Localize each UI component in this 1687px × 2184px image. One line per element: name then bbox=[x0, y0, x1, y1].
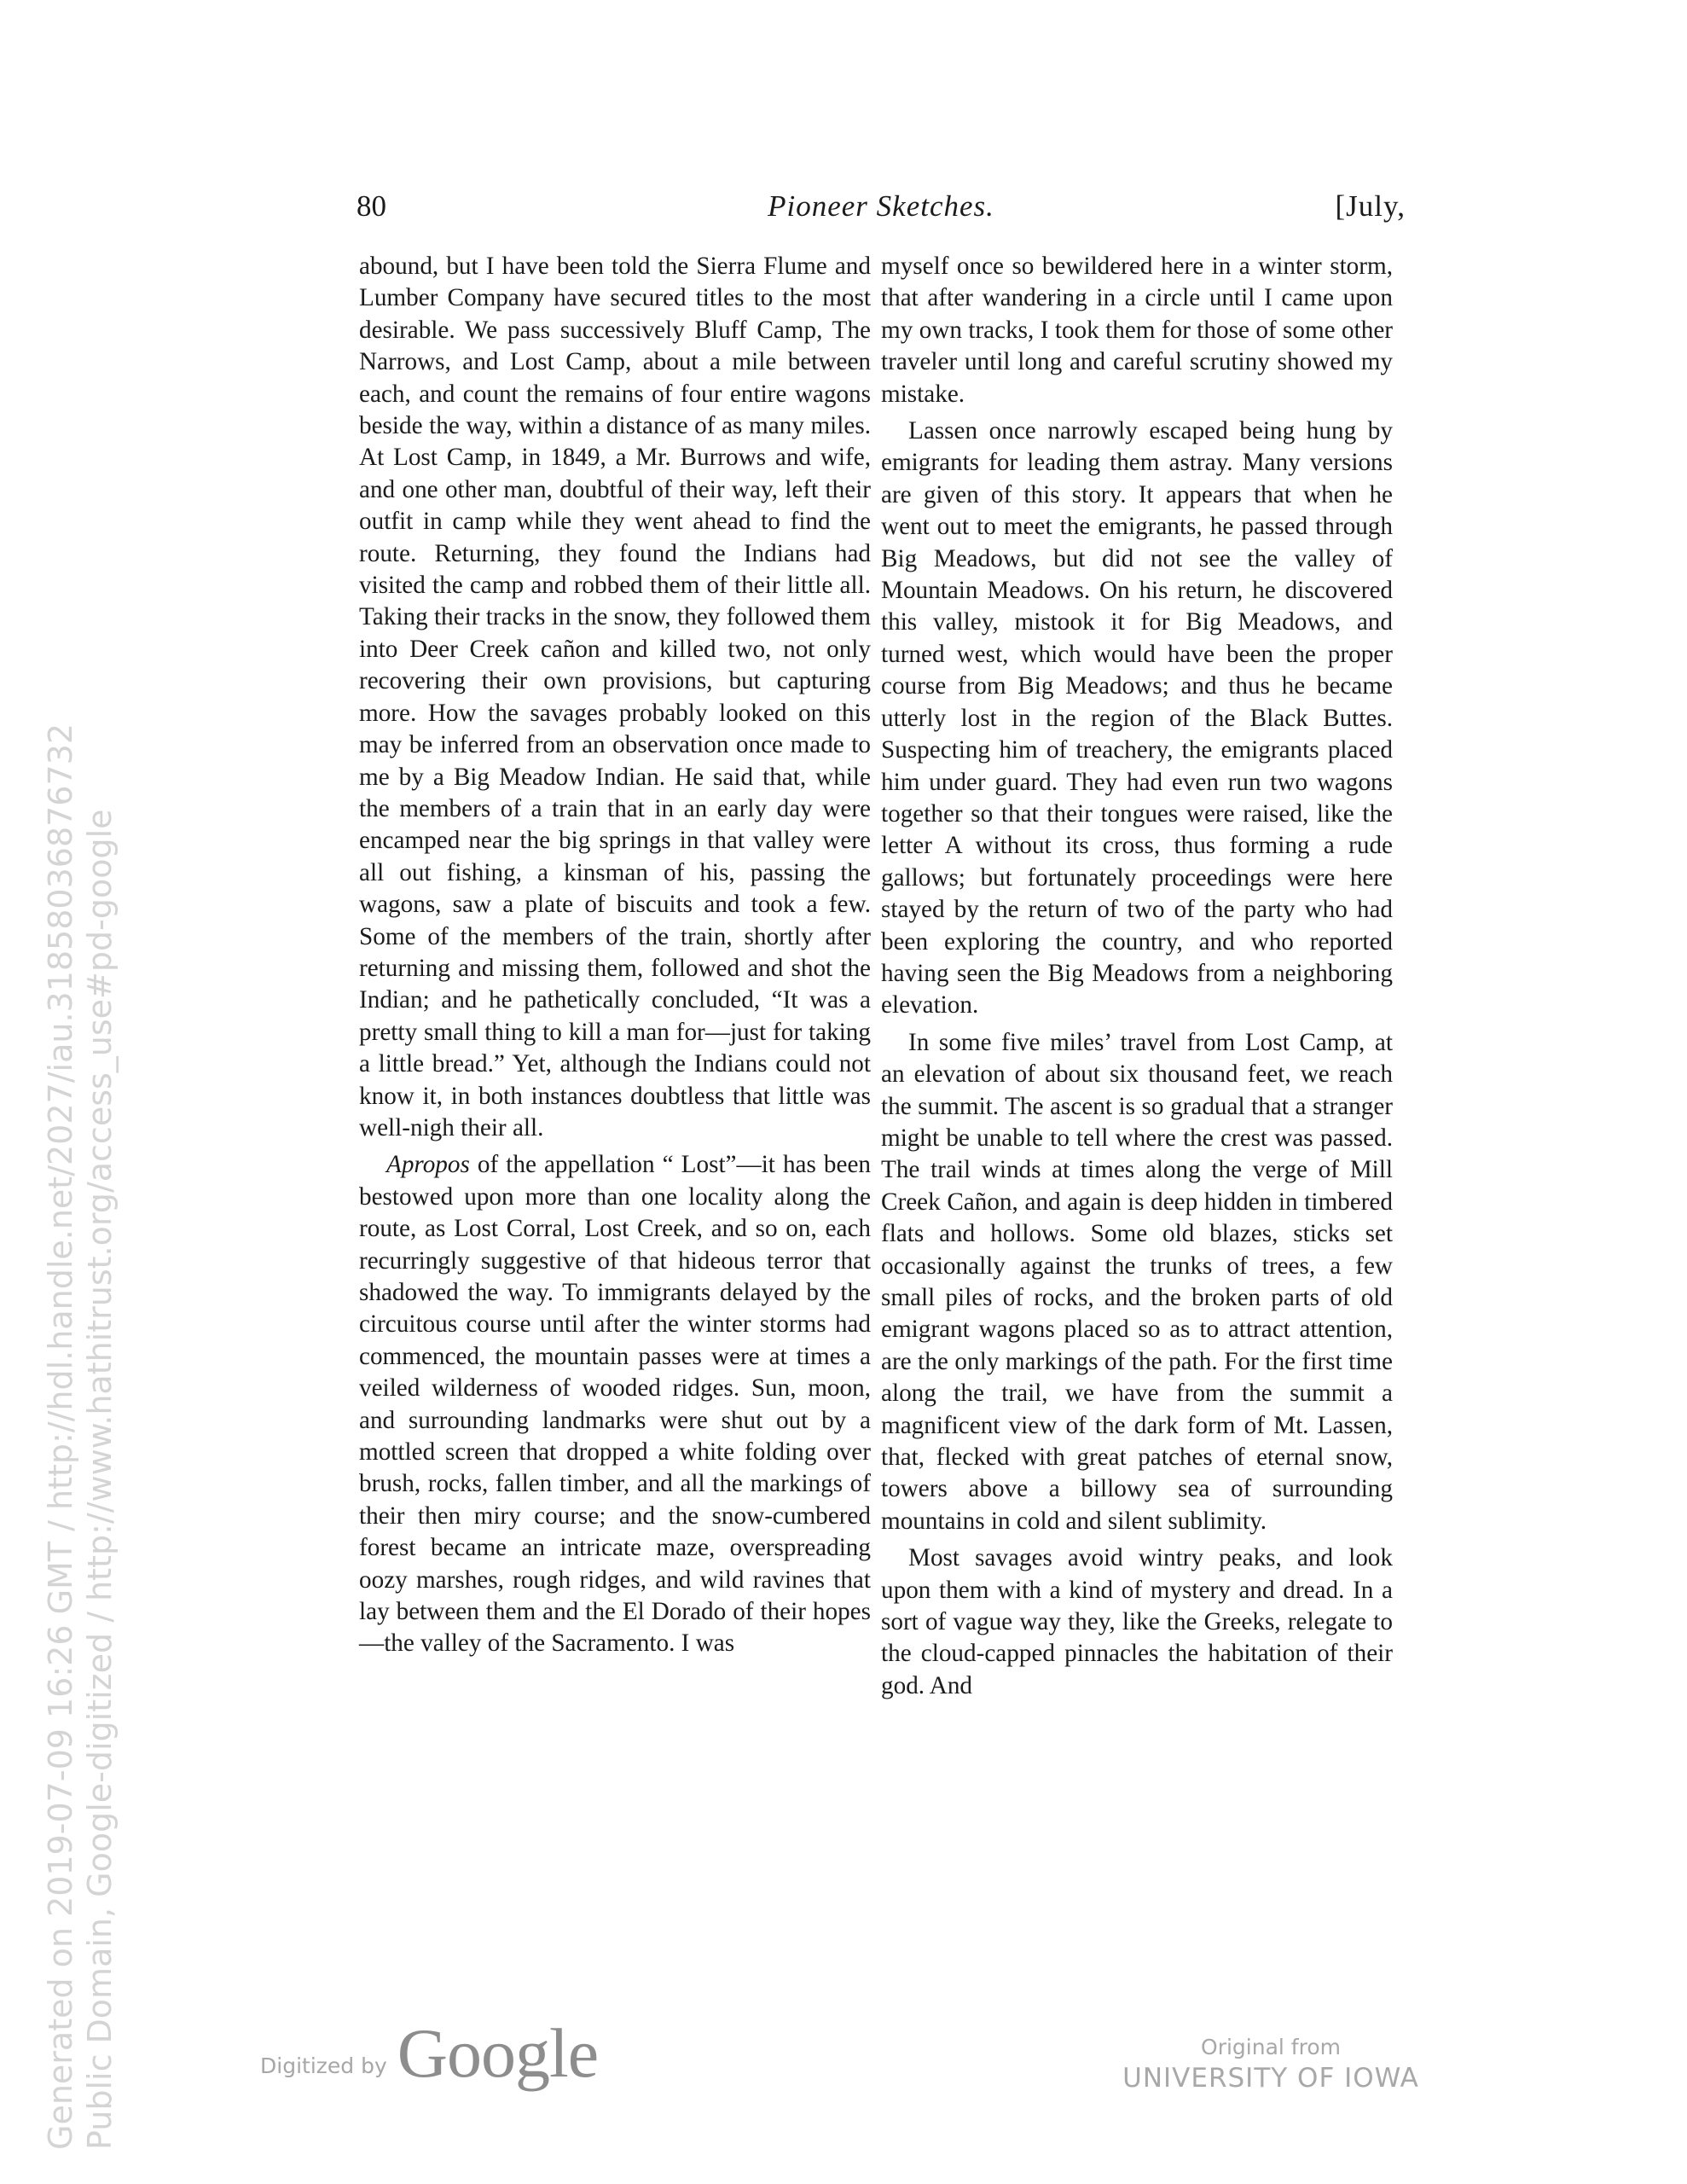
paragraph-text: myself once so bewildered here in a winter storm, that after wandering in a circle until I came upon my own tracks, I took them for those of some other traveler until long and careful scrutiny showed my mistake. bbox=[881, 253, 1393, 408]
hathitrust-watermark bbox=[41, 723, 119, 2150]
paragraph bbox=[881, 1027, 1393, 1538]
watermark-line: Public Domain, Google-digitized / http://www.hathitrust.org/access_use#pd-google bbox=[81, 809, 119, 2150]
paragraph bbox=[359, 1149, 871, 1660]
watermark-line: Generated on 2019-07-09 16:26 GMT / http://hdl.handle.net/2027/iau.31858036876732 bbox=[42, 723, 79, 2150]
original-from-label: Original from bbox=[1201, 2035, 1341, 2059]
paragraph-text: Most savages avoid wintry peaks, and look upon them with a kind of mystery and dread. In a sort of vague way they, like the Greeks, relegate to the cloud-capped pinnacles the habitation of their god. And bbox=[881, 1544, 1393, 1699]
left-column bbox=[359, 251, 871, 1660]
paragraph-text: In some five miles’ travel from Lost Camp, at an elevation of about six thousand feet, we reach the summit. The ascent is so gradual that a stranger might be unable to tell where the crest was passed. The trail winds at times along the verge of Mill Creek Cañon, and again is deep hidden in timbered flats and hollows. Some old blazes, sticks set occasionally against the trunks of trees, a few small piles of rocks, and the broken parts of old emigrant wagons placed so as to attract attention, are the only markings of the path. For the first time along the trail, we have from the summit a magnificent view of the dark form of Mt. Lassen, that, flecked with great patches of eternal snow, towers above a billowy sea of surrounding mountains in cold and silent sublimity. bbox=[881, 1028, 1393, 1535]
running-head bbox=[357, 189, 1406, 237]
running-title: Pioneer Sketches. bbox=[768, 189, 994, 223]
digitized-by-label: Digitized by bbox=[260, 2053, 387, 2078]
university-label: UNIVERSITY OF IOWA bbox=[1122, 2063, 1419, 2094]
digitized-by-google bbox=[260, 2014, 599, 2092]
paragraph bbox=[881, 1542, 1393, 1702]
paragraph-text: Lassen once narrowly escaped being hung by emigrants for leading them astray. Many versions are given of this story. It appears that when he went out to meet the emigrants, he passed through Big Meadows, but did not see the valley of Mountain Meadows. On his return, he discovered this valley, mistook it for Big Meadows, and turned west, which would have been the proper course from Big Meadows; and thus he became utterly lost in the region of the Black Buttes. Suspecting him of treachery, the emigrants placed him under guard. They had even run two wagons together so that their tongues were raised, like the letter A without its cross, thus forming a rude gallows; but fortunately proceedings were here stayed by the return of two of the party who had been exploring the country, and who reported having seen the Big Meadows from a neighboring elevation. bbox=[881, 417, 1393, 1019]
paragraph-text: abound, but I have been told the Sierra Flume and Lumber Company have secured titles to the most desirable. We pass successively Bluff Camp, The Narrows, and Lost Camp, about a mile between each, and count the remains of four entire wagons beside the way, within a distance of as many miles. At Lost Camp, in 1849, a Mr. Burrows and wife, and one other man, doubtful of their way, left their outfit in camp while they went ahead to find the route. Returning, they found the Indians had visited the camp and robbed them of their little all. Taking their tracks in the snow, they followed them into Deer Creek cañon and killed two, not only recovering their own provisions, but capturing more. How the savages probably looked on this may be inferred from an observation once made to me by a Big Meadow Indian. He said that, while the members of a train that in an early day were encamped near the big springs in that valley were all out fishing, a kinsman of his, passing the wagons, saw a plate of biscuits and took a few. Some of the members of the train, shortly after returning and missing them, followed and shot the Indian; and he pathetically concluded, “It was a pretty small thing to kill a man for—just for taking a little bread.” Yet, although the Indians could not know it, in both instances doubtless that little was well-nigh their all. bbox=[359, 253, 871, 1141]
page-number: 80 bbox=[357, 189, 386, 223]
running-date: [July, bbox=[1335, 189, 1406, 223]
paragraph bbox=[881, 251, 1393, 410]
paragraph-text: of the appellation “ Lost”—it has been bestowed upon more than one locality along the route, as Lost Corral, Lost Creek, and so on, each recurringly suggestive of that hideous terror that shadowed the way. To immigrants delayed by the circuitous course until after the winter storms had commenced, the mountain passes were at times a veiled wilderness of wooded ridges. Sun, moon, and surrounding landmarks were shut out by a mottled screen that dropped a white folding over brush, rocks, fallen timber, and all the markings of their then miry course; and the snow-cumbered forest became an intricate maze, overspreading oozy marshes, rough ridges, and wild ravines that lay between them and the El Dorado of their hopes—the valley of the Sacramento. I was bbox=[359, 1151, 871, 1658]
paragraph bbox=[881, 415, 1393, 1022]
right-column bbox=[881, 251, 1393, 1702]
original-from bbox=[1117, 2034, 1424, 2095]
paragraph bbox=[359, 251, 871, 1144]
italic-word: Apropos bbox=[386, 1151, 470, 1179]
google-logo: Google bbox=[397, 2014, 599, 2092]
